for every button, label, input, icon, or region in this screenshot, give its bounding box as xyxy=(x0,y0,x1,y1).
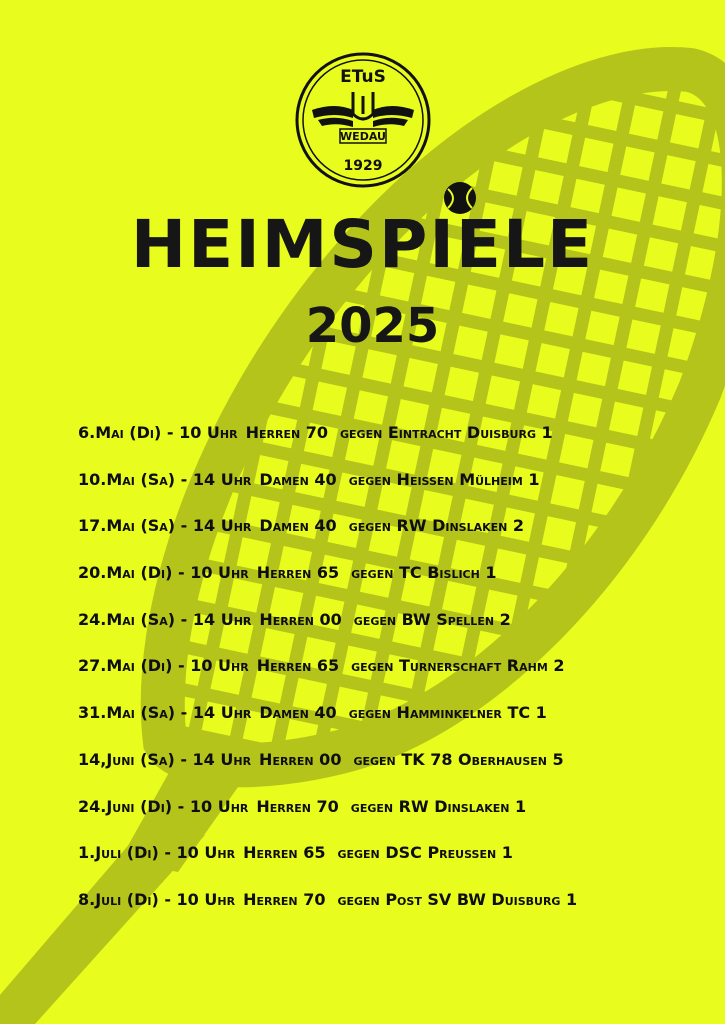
game-row xyxy=(78,887,577,934)
game-date: 17.Mai (Sa) - 14 Uhr xyxy=(78,516,252,536)
game-row xyxy=(78,794,577,841)
game-team: Herren 70 xyxy=(256,796,339,816)
game-date: 8.Juli (Di) - 10 Uhr xyxy=(78,889,236,909)
game-row xyxy=(78,840,577,887)
game-opponent: gegen Hamminkelner TC 1 xyxy=(348,703,547,723)
game-row xyxy=(78,513,577,560)
game-opponent: gegen TK 78 Oberhausen 5 xyxy=(353,749,564,769)
game-date: 6.Mai (Di) - 10 Uhr xyxy=(78,423,238,442)
game-team: Damen 40 xyxy=(259,703,337,723)
game-date: 27.Mai (Di) - 10 Uhr xyxy=(78,656,249,676)
logo-top-text: ETuS xyxy=(340,67,386,87)
game-team: Herren 70 xyxy=(243,889,326,909)
game-team: Herren 70 xyxy=(245,423,328,442)
game-team: Herren 65 xyxy=(243,843,326,863)
game-opponent: gegen TC Bislich 1 xyxy=(351,563,497,583)
club-logo xyxy=(290,52,436,188)
game-team: Herren 00 xyxy=(259,609,342,629)
game-date: 10.Mai (Sa) - 14 Uhr xyxy=(78,469,252,489)
game-date: 24.Juni (Di) - 10 Uhr xyxy=(78,796,249,816)
game-opponent: gegen RW Dinslaken 2 xyxy=(348,516,525,536)
home-game-schedule xyxy=(78,420,577,934)
logo-middle-text: WEDAU xyxy=(340,130,386,143)
game-row xyxy=(78,420,577,467)
season-year: 2025 xyxy=(305,298,440,354)
game-row xyxy=(78,700,577,747)
game-team: Damen 40 xyxy=(259,469,337,489)
game-opponent: gegen Turnerschaft Rahm 2 xyxy=(351,656,565,676)
game-date: 1.Juli (Di) - 10 Uhr xyxy=(78,843,236,863)
game-opponent: gegen Post SV BW Duisburg 1 xyxy=(337,889,578,909)
game-row xyxy=(78,560,577,607)
game-opponent: gegen DSC Preußen 1 xyxy=(337,843,513,863)
game-opponent: gegen Eintracht Duisburg 1 xyxy=(340,423,553,442)
game-team: Herren 65 xyxy=(256,656,340,676)
game-team: Damen 40 xyxy=(259,516,337,536)
game-date: 20.Mai (Di) - 10 Uhr xyxy=(78,563,249,583)
game-row xyxy=(78,747,577,794)
page-title: HEIMSPIELE xyxy=(130,206,595,283)
game-opponent: gegen Heißen Mülheim 1 xyxy=(348,469,540,489)
game-opponent: gegen RW Dinslaken 1 xyxy=(350,796,527,816)
game-row xyxy=(78,653,577,700)
game-date: 24.Mai (Sa) - 14 Uhr xyxy=(78,609,252,629)
game-row xyxy=(78,607,577,654)
game-date: 14,Juni (Sa) - 14 Uhr xyxy=(78,749,252,769)
logo-year-text: 1929 xyxy=(343,158,383,174)
game-date: 31.Mai (Sa) - 14 Uhr xyxy=(78,703,252,723)
game-opponent: gegen BW Spellen 2 xyxy=(353,609,511,629)
game-row xyxy=(78,467,577,514)
game-team: Herren 00 xyxy=(259,749,342,769)
game-team: Herren 65 xyxy=(256,563,340,583)
